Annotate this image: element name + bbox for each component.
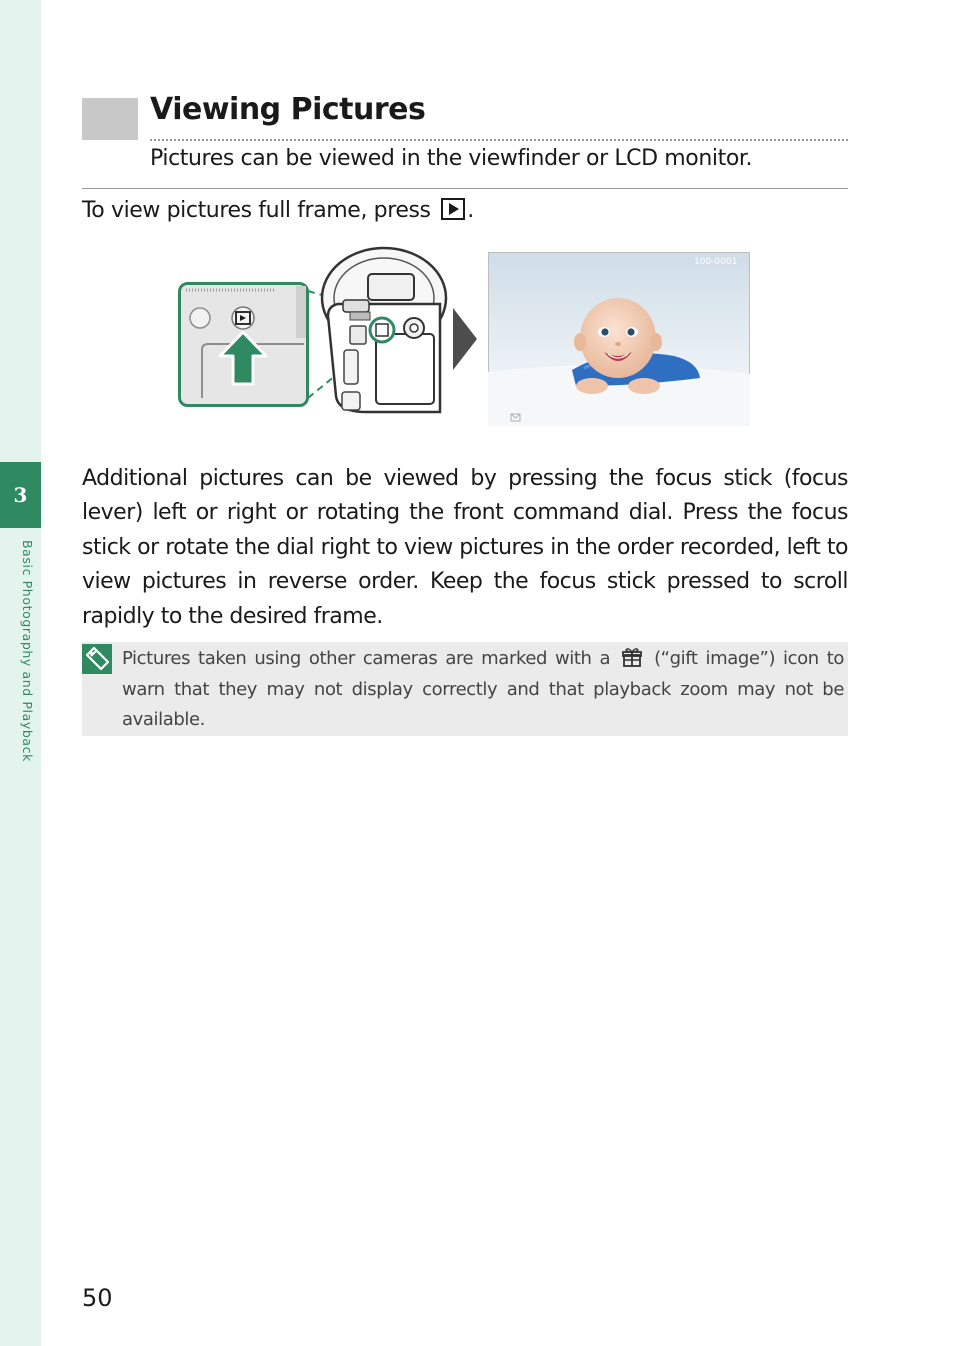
- camera-illustration: [178, 246, 453, 432]
- page-subtitle: Pictures can be viewed in the viewfinder or LCD monitor.: [150, 146, 753, 171]
- title-divider: [150, 139, 848, 141]
- note-text: [122, 644, 844, 736]
- note-box: [82, 642, 848, 736]
- frame-number: 100-0001: [694, 257, 738, 267]
- body-paragraph: Additional pictures can be viewed by pressing the focus stick (focus lever) left or right or rotating the front command dial. Press the focus stick or rotate the dial right to view pictures in the order recorded, left to view pictures in reverse order. Keep the focus stick pressed to scroll rapidly to the desired frame.: [82, 466, 848, 629]
- note-icon: [82, 644, 112, 674]
- page-number: 50: [82, 1284, 113, 1312]
- note-text-start: Pictures taken using other cameras are marked with a: [122, 648, 611, 669]
- chapter-tab: [0, 462, 41, 528]
- gift-image-icon: [622, 647, 642, 667]
- baby-photo: [488, 252, 750, 426]
- intro-text: To view pictures full frame, press: [82, 198, 431, 223]
- page-title: Viewing Pictures: [150, 92, 426, 127]
- chapter-title: Basic Photography and Playback: [20, 540, 35, 762]
- intro-period: .: [467, 198, 474, 223]
- note-text-end: (“gift image”) icon to warn that they may not display correctly and that playback zoom may not be available.: [122, 648, 844, 730]
- intro-line: [82, 198, 474, 223]
- camera-back-icon: [322, 248, 446, 412]
- chapter-number: 3: [13, 483, 28, 507]
- title-marker: [82, 98, 138, 140]
- playback-button-icon: [441, 198, 465, 220]
- section-rule: [82, 188, 848, 189]
- next-arrow-icon: [451, 308, 479, 370]
